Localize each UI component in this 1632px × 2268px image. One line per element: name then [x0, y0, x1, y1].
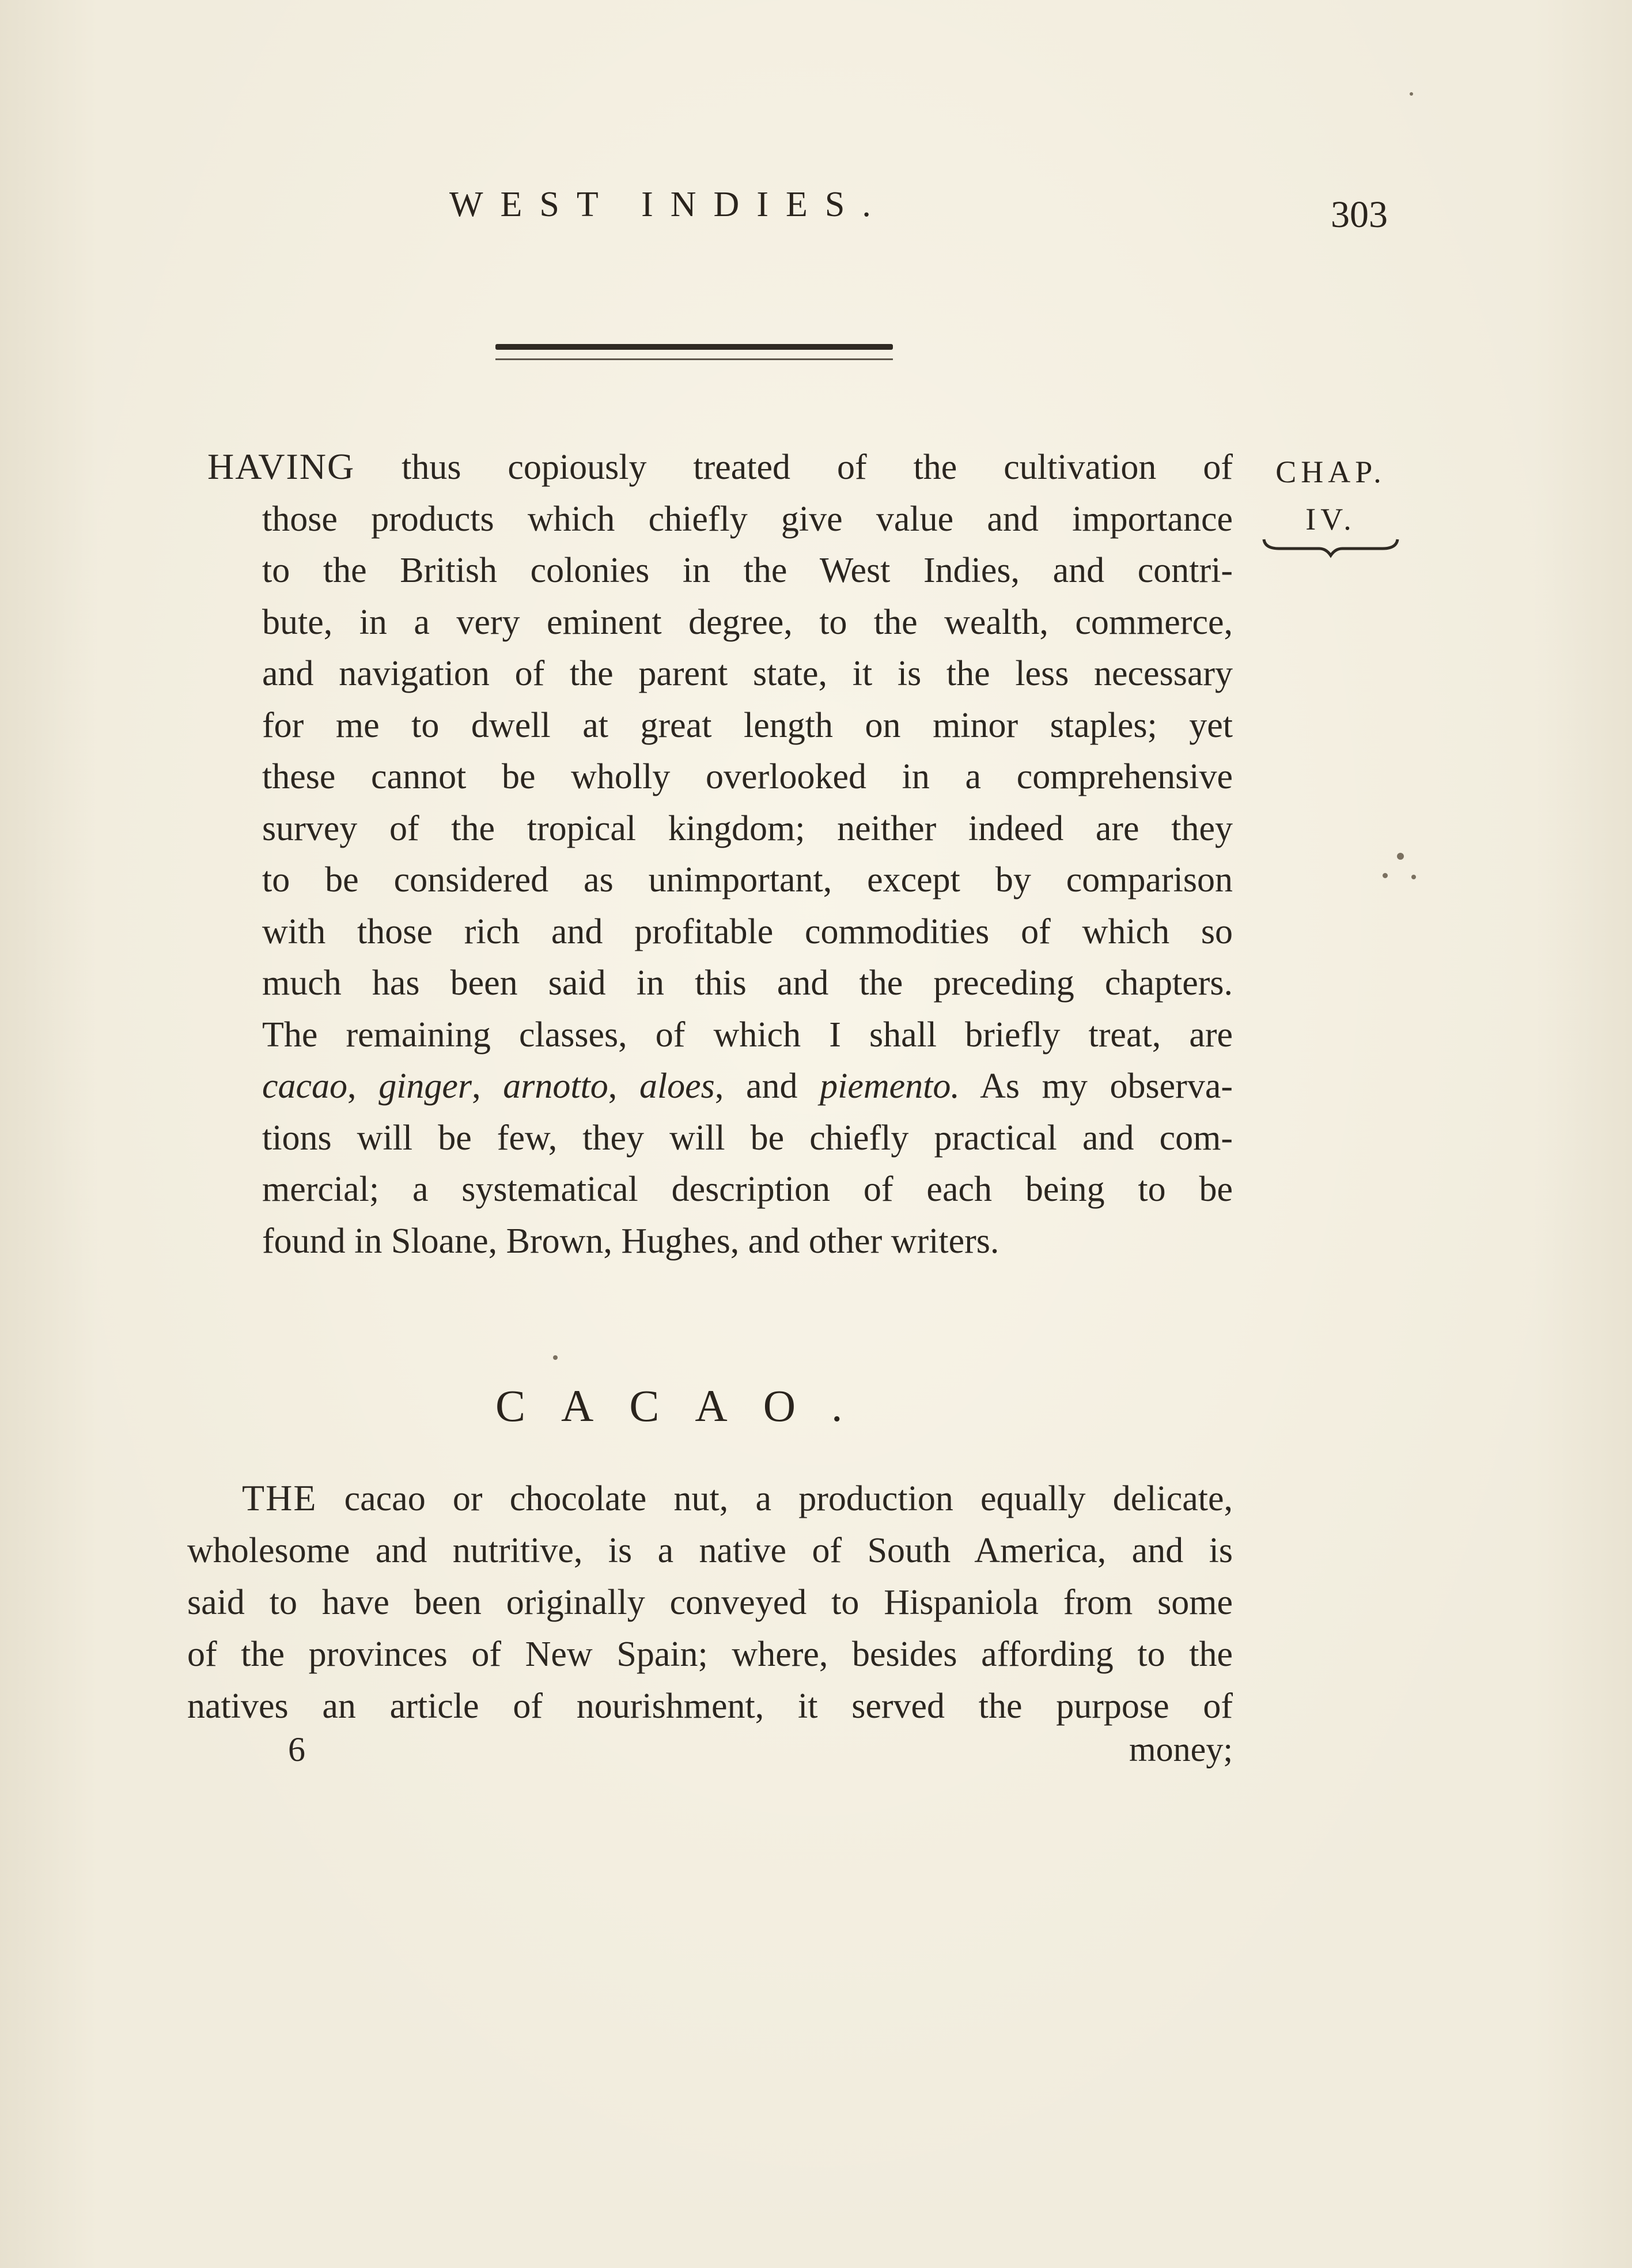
paragraph-line: to the British colonies in the West Indies, and contri- [262, 551, 1233, 590]
paragraph-line: The remaining classes, of which I shall briefly treat, are [262, 1015, 1233, 1054]
paragraph-line: found in Sloane, Brown, Hughes, and other writers. [262, 1221, 999, 1261]
paragraph-line: to be considered as unimportant, except by comparison [262, 860, 1233, 899]
section-heading: CACAO. [495, 1381, 879, 1431]
paper-speck [1410, 92, 1413, 96]
paragraph-line: and navigation of the parent state, it is the less necessary [262, 654, 1233, 693]
paragraph-line: much has been said in this and the preceding chapters. [262, 963, 1233, 1003]
paragraph-line: those products which chiefly give value and importance [262, 499, 1233, 539]
paragraph-line: wholesome and nutritive, is a native of South America, and is [187, 1531, 1233, 1570]
paragraph-line: THE cacao or chocolate nut, a production equally delicate, [242, 1477, 1233, 1518]
staple-name: aloes [639, 1067, 715, 1106]
paragraph-line: natives an article of nourishment, it served the purpose of [187, 1687, 1233, 1726]
paragraph-line: bute, in a very eminent degree, to the wealth, commerce, [262, 602, 1233, 642]
chapter-label: CHAP. [1275, 455, 1386, 489]
paragraph-line: of the provinces of New Spain; where, besides affording to the [187, 1635, 1233, 1674]
paragraph-line: for me to dwell at great length on minor staples; yet [262, 705, 1233, 745]
staple-name: arnotto [503, 1067, 608, 1106]
signature-mark: 6 [288, 1730, 305, 1768]
paragraph-line: cacao, ginger, arnotto, aloes, and piemento. As my observa- [262, 1067, 1233, 1106]
paper-speck [553, 1355, 558, 1360]
paragraph-line: said to have been originally conveyed to Hispaniola from some [187, 1583, 1233, 1622]
running-head: WEST INDIES. [449, 185, 888, 224]
paragraph-line: mercial; a systematical description of each being to be [262, 1170, 1233, 1209]
paragraph-line: HAVING thus copiously treated of the cultivation of [207, 446, 1233, 487]
paper-speck [1397, 853, 1404, 860]
paragraph-line: tions will be few, they will be chiefly practical and com- [262, 1118, 1233, 1158]
brace-icon [1262, 536, 1400, 559]
paper-speck [1411, 875, 1416, 879]
paragraph-line: with those rich and profitable commodities of which so [262, 912, 1233, 951]
lead-word: HAVING [207, 446, 355, 487]
ornamental-rule-thin [495, 358, 893, 360]
opening-paragraph [207, 441, 1233, 1267]
paper-speck [1383, 873, 1388, 878]
staple-name: ginger [378, 1067, 472, 1106]
paragraph-line: these cannot be wholly overlooked in a comprehensive [262, 757, 1233, 796]
chapter-number: IV. [1305, 502, 1356, 536]
cacao-paragraph [187, 1472, 1233, 1732]
catchword: money; [1129, 1730, 1233, 1768]
chapter-margin-note [1259, 448, 1403, 543]
lead-word: THE [242, 1477, 317, 1518]
page-number: 303 [1331, 194, 1388, 236]
ornamental-rule [495, 344, 893, 350]
paragraph-line: survey of the tropical kingdom; neither indeed are they [262, 808, 1233, 848]
staple-name: cacao [262, 1067, 348, 1106]
staple-name: piemento. [820, 1067, 960, 1106]
